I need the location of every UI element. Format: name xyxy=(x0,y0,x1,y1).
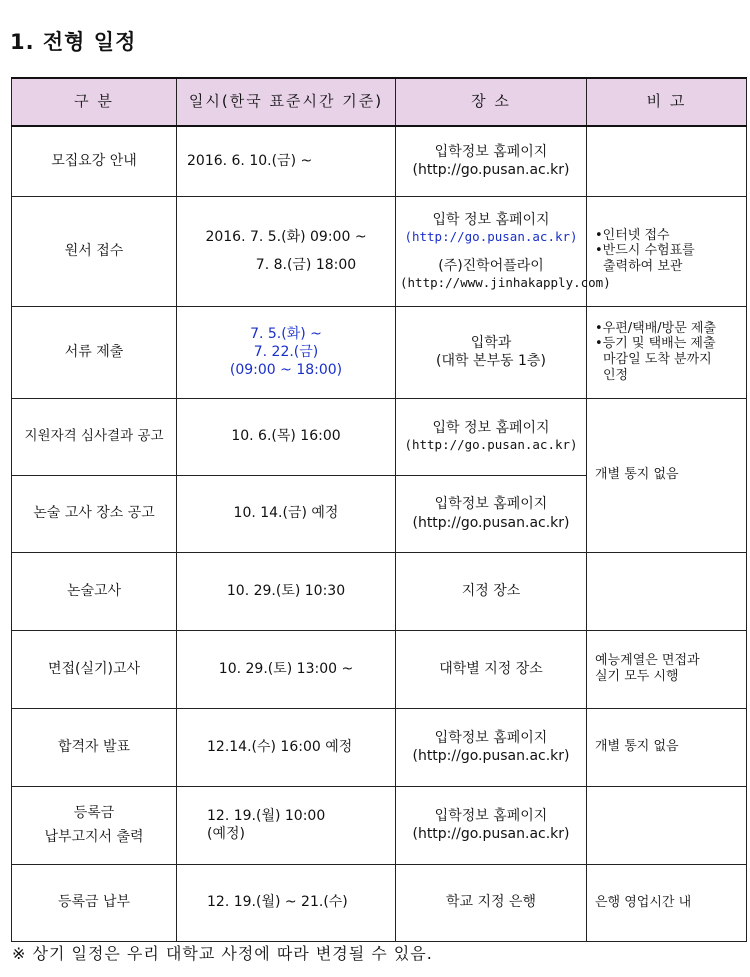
table-row xyxy=(12,708,747,786)
row-category: 지원자격 심사결과 공고 xyxy=(12,398,177,475)
row-note: •인터넷 접수 •반드시 수험표를 출력하여 보관 xyxy=(587,196,747,306)
row-note: 예능계열은 면접과 실기 모두 시행 xyxy=(587,630,747,708)
table-row xyxy=(12,196,747,306)
row-datetime: 10. 14.(금) 예정 xyxy=(177,475,396,552)
table-row xyxy=(12,864,747,941)
row-category: 등록금 납부 xyxy=(12,864,177,941)
table-row xyxy=(12,786,747,864)
row-place: 입학정보 홈페이지 (http://go.pusan.ac.kr) xyxy=(396,475,587,552)
row-datetime: 12.14.(수) 16:00 예정 xyxy=(177,708,396,786)
row-place: 지정 장소 xyxy=(396,552,587,630)
row-datetime: 10. 6.(목) 16:00 xyxy=(177,398,396,475)
row-datetime: 2016. 7. 5.(화) 09:00 ~ 7. 8.(금) 18:00 xyxy=(177,196,396,306)
row-place: 입학정보 홈페이지 (http://go.pusan.ac.kr) xyxy=(396,786,587,864)
row-datetime: 7. 5.(화) ~ 7. 22.(금) (09:00 ~ 18:00) xyxy=(177,306,396,398)
section-title: 1. 전형 일정 xyxy=(10,30,137,54)
row-place: 입학과 (대학 본부동 1층) xyxy=(396,306,587,398)
table-row xyxy=(12,552,747,630)
row-category: 합격자 발표 xyxy=(12,708,177,786)
table-row xyxy=(12,126,747,196)
table-row xyxy=(12,398,747,475)
row-note: 은행 영업시간 내 xyxy=(587,864,747,941)
header-category: 구 분 xyxy=(12,78,177,126)
row-category: 논술고사 xyxy=(12,552,177,630)
row-note xyxy=(587,786,747,864)
table-row xyxy=(12,306,747,398)
schedule-table xyxy=(11,77,747,942)
row-note xyxy=(587,552,747,630)
header-place: 장 소 xyxy=(396,78,587,126)
row-category: 원서 접수 xyxy=(12,196,177,306)
row-category: 면접(실기)고사 xyxy=(12,630,177,708)
row-datetime: 10. 29.(토) 10:30 xyxy=(177,552,396,630)
row-note xyxy=(587,126,747,196)
footnote: ※ 상기 일정은 우리 대학교 사정에 따라 변경될 수 있음. xyxy=(12,944,433,963)
row-place: 학교 지정 은행 xyxy=(396,864,587,941)
row-category: 모집요강 안내 xyxy=(12,126,177,196)
table-header-row xyxy=(12,78,747,126)
header-datetime: 일시(한국 표준시간 기준) xyxy=(177,78,396,126)
row-datetime: 10. 29.(토) 13:00 ~ xyxy=(177,630,396,708)
row-category: 등록금 납부고지서 출력 xyxy=(12,786,177,864)
row-category: 논술 고사 장소 공고 xyxy=(12,475,177,552)
row-place: 대학별 지정 장소 xyxy=(396,630,587,708)
row-place: 입학정보 홈페이지 (http://go.pusan.ac.kr) xyxy=(396,708,587,786)
row-note: 개별 통지 없음 xyxy=(587,398,747,552)
row-place: 입학 정보 홈페이지 (http://go.pusan.ac.kr) (주)진학어플라이 (http://www.jinhakapply.com) xyxy=(396,196,587,306)
row-note: 개별 통지 없음 xyxy=(587,708,747,786)
row-datetime: 2016. 6. 10.(금) ~ xyxy=(177,126,396,196)
row-place: 입학정보 홈페이지 (http://go.pusan.ac.kr) xyxy=(396,126,587,196)
row-datetime: 12. 19.(월) ~ 21.(수) xyxy=(177,864,396,941)
row-category: 서류 제출 xyxy=(12,306,177,398)
row-datetime: 12. 19.(월) 10:00 (예정) xyxy=(177,786,396,864)
row-place: 입학 정보 홈페이지 (http://go.pusan.ac.kr) xyxy=(396,398,587,475)
table-row xyxy=(12,630,747,708)
row-note: •우편/택배/방문 제출 •등기 및 택배는 제출 마감일 도착 분까지 인정 xyxy=(587,306,747,398)
header-note: 비 고 xyxy=(587,78,747,126)
